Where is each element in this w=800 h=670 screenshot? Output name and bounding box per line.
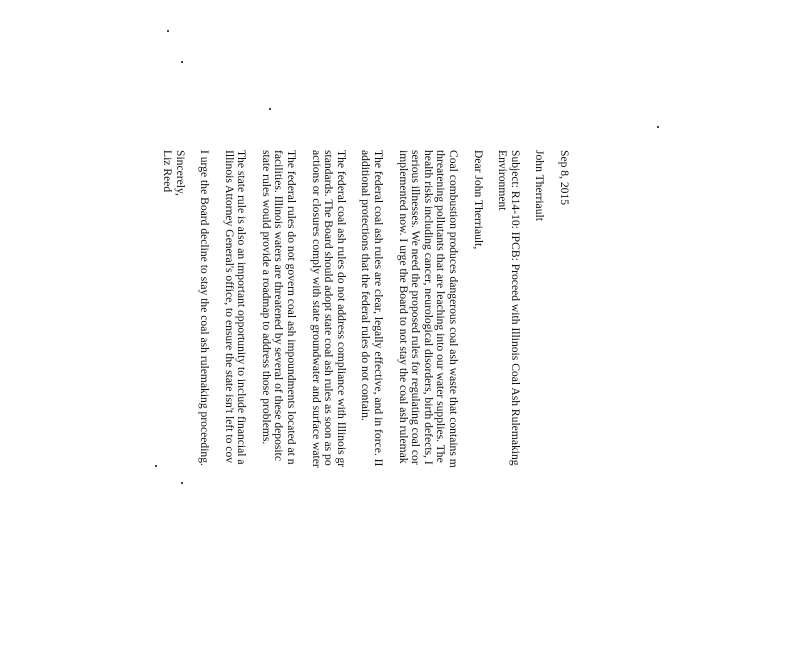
- paragraph-federal-rules: [359, 150, 384, 670]
- scan-speck: [167, 30, 169, 32]
- paragraph-line: The federal coal ash rules are clear, legally effective, and in force. II: [372, 150, 386, 467]
- letter-closing: Sincerely,: [173, 150, 187, 196]
- letter-date: Sep 8, 2015: [558, 150, 571, 206]
- paragraph-line: health risks including cancer, neurological disorders, birth defects, I: [421, 150, 435, 465]
- scan-speck: [155, 465, 157, 467]
- letter-signer: Liz Reed: [160, 150, 174, 193]
- paragraph-line: state rules would provide a roadmap to address those problems.: [259, 150, 273, 445]
- scan-speck: [181, 61, 183, 63]
- letter-subject-continued: Environment: [496, 150, 510, 211]
- scanned-letter: [160, 150, 571, 670]
- scan-speck: [269, 108, 271, 110]
- scan-speck: [657, 126, 659, 128]
- paragraph-line: I urge the Board decline to stay the coal ash rulemaking proceeding.: [198, 150, 212, 466]
- paragraph-compliance: [309, 150, 347, 670]
- paragraph-line: serious illnesses. We need the proposed rules for regulating coal cor: [409, 150, 423, 465]
- letter-salutation: Dear John Therriault,: [471, 150, 485, 250]
- letter-subject: Subject: R14-10: IPCB: Proceed with Illinois Coal Ash Rulemaking: [508, 150, 522, 466]
- paragraph-line: The federal coal ash rules do not address compliance with Illinois gr: [334, 150, 348, 468]
- paragraph-line: The federal rules do not govern coal ash impoundments located at n: [285, 150, 299, 465]
- paragraph-impoundments: [259, 150, 297, 670]
- paragraph-line: implemented now. I urge the Board to not stay the coal ash rulemak: [396, 150, 410, 464]
- paragraph-request: [198, 150, 211, 670]
- paragraph-line: facilities. Illinois waters are threatened by several of these depositc: [272, 150, 286, 461]
- paragraph-line: actions or closures comply with state groundwater and surface water: [309, 150, 323, 468]
- paragraph-line: The state rule is also an important opportunity to include financial a: [235, 150, 249, 465]
- paragraph-line: additional protections that the federal rules do not contain.: [359, 150, 373, 421]
- paragraph-health-risks: [396, 150, 459, 670]
- paragraph-line: Coal combustion produces dangerous coal ash waste that contains m: [447, 150, 461, 468]
- paragraph-line: threatening pollutants that are leaching into our water supplies. The: [434, 150, 448, 463]
- paragraph-financial-assurance: [222, 150, 247, 670]
- paragraph-line: standards. The Board should adopt state coal ash rules as soon as po: [322, 150, 336, 466]
- paragraph-line: Illinois Attorney General's office, to ensure the state isn't left to cov: [222, 150, 236, 464]
- letter-recipient: John Therriault: [533, 150, 547, 221]
